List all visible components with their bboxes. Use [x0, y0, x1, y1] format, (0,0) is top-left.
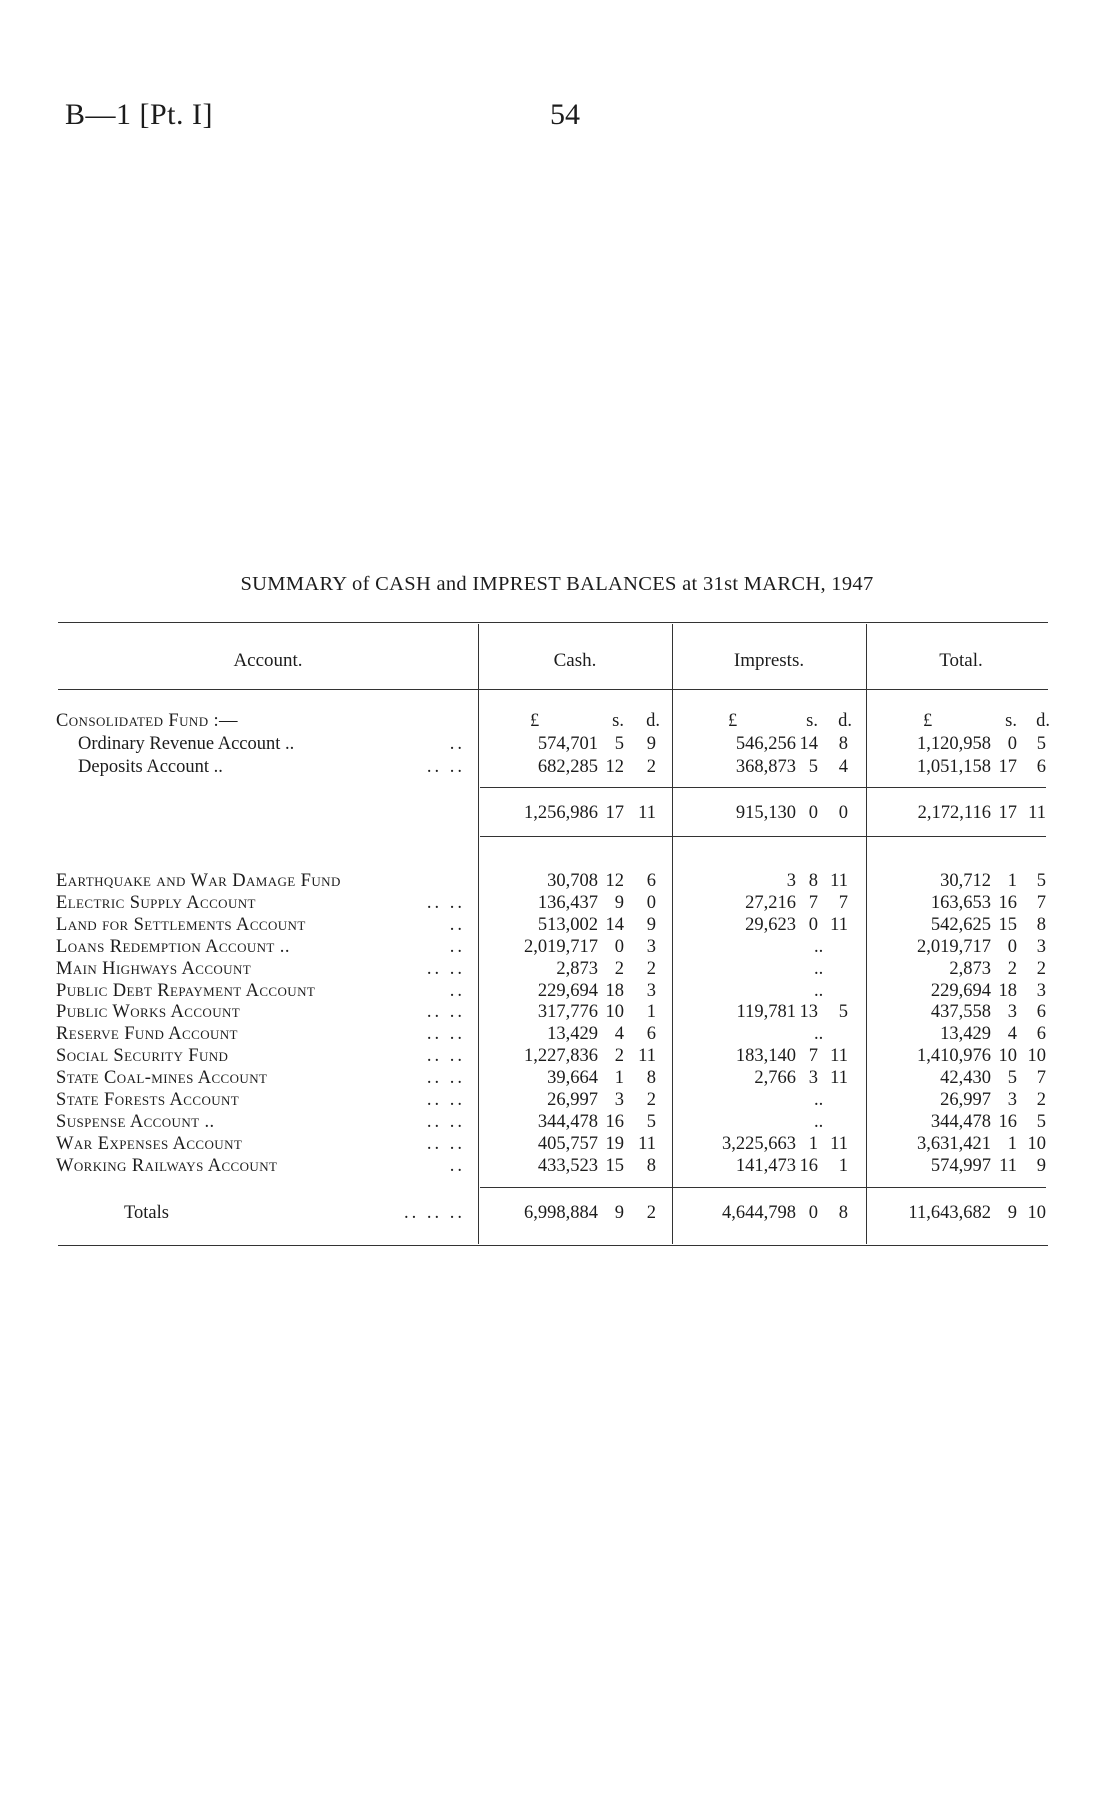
account-row-imprests-shillings: 7 — [808, 1046, 818, 1067]
consolidated-subtotal-total-shillings: 17 — [998, 803, 1017, 823]
consolidated-row-total-shillings: 17 — [998, 757, 1017, 777]
account-row-total-pounds: 542,625 — [930, 914, 991, 935]
leader-dots: .. — [449, 936, 465, 957]
account-row-total-shillings: 18 — [998, 980, 1017, 1001]
cash-shillings-symbol: s. — [612, 711, 624, 731]
account-row-cash-shillings: 4 — [614, 1024, 624, 1045]
page-number: 54 — [550, 98, 580, 131]
total-pound-symbol: £ — [923, 711, 933, 731]
consolidated-subtotal-cash-pounds: 1,256,986 — [524, 803, 598, 823]
account-row-total-shillings: 1 — [1007, 1133, 1017, 1154]
account-row-cash-shillings: 3 — [614, 1090, 624, 1110]
consolidated-row-imprests-pence: 4 — [838, 757, 848, 777]
account-row-total-pounds: 437,558 — [930, 1002, 991, 1023]
consolidated-subtotal-cash-pence: 11 — [638, 803, 656, 823]
column-divider — [672, 624, 673, 1244]
account-row-label: Social Security Fund — [56, 1046, 229, 1067]
account-row-total-shillings: 11 — [999, 1155, 1017, 1176]
account-row-total-shillings: 3 — [1007, 1002, 1017, 1023]
account-row-total-pence: 10 — [1027, 1133, 1046, 1154]
leader-dots: .. — [449, 734, 465, 754]
account-row-cash-pounds: 433,523 — [537, 1155, 598, 1176]
account-row-cash-pence: 6 — [646, 871, 656, 891]
account-row-cash-pence: 6 — [646, 1024, 656, 1045]
leader-dots: .. — [449, 1155, 465, 1176]
account-row-total-pence: 9 — [1036, 1155, 1046, 1176]
consolidated-subtotal-cash-shillings: 17 — [605, 803, 624, 823]
leader-dots: .. .. — [426, 1111, 465, 1132]
total-shillings-symbol: s. — [1005, 711, 1017, 731]
account-row-cash-pounds: 2,873 — [556, 958, 598, 979]
consolidated-row-cash-pounds: 682,285 — [537, 757, 598, 777]
column-divider — [478, 624, 479, 1244]
account-row-label: Reserve Fund Account — [56, 1024, 238, 1045]
totals-label: Totals — [124, 1203, 169, 1223]
account-row-cash-shillings: 18 — [605, 980, 624, 1001]
account-row-imprests-pence: 11 — [830, 871, 848, 891]
account-row-imprests-pounds: 141,473 — [735, 1155, 796, 1176]
account-row-cash-pence: 3 — [646, 980, 656, 1001]
consolidated-subtotal-imprests-pounds: 915,130 — [735, 803, 796, 823]
account-row-total-pounds: 3,631,421 — [917, 1133, 991, 1154]
account-row-total-pence: 8 — [1036, 914, 1046, 935]
leader-dots: .. — [449, 980, 465, 1001]
account-row-imprests-pence: 11 — [830, 1068, 848, 1089]
account-row-total-shillings: 0 — [1007, 936, 1017, 957]
account-row-total-shillings: 10 — [998, 1046, 1017, 1067]
consolidated-row-imprests-pence: 8 — [838, 734, 848, 754]
account-row-label: War Expenses Account — [56, 1133, 243, 1154]
account-row-total-pence: 10 — [1027, 1046, 1046, 1067]
account-row-cash-shillings: 16 — [605, 1111, 624, 1132]
account-row-imprests-pounds: 183,140 — [735, 1046, 796, 1067]
account-row-total-pence: 6 — [1036, 1002, 1046, 1023]
account-row-total-shillings: 4 — [1007, 1024, 1017, 1045]
account-row-imprests-empty: .. — [814, 980, 824, 1001]
cash-pence-symbol: d. — [646, 711, 660, 731]
account-row-imprests-pounds: 3,225,663 — [722, 1133, 796, 1154]
totals-cash-pence: 2 — [646, 1203, 656, 1223]
account-row-total-pounds: 2,873 — [949, 958, 991, 979]
leader-dots: .. .. — [426, 958, 465, 979]
account-row-total-pence: 2 — [1036, 958, 1046, 979]
account-row-cash-shillings: 10 — [605, 1002, 624, 1023]
account-row-imprests-pence: 7 — [838, 892, 848, 913]
account-row-total-pence: 3 — [1036, 936, 1046, 957]
account-row-imprests-shillings: 8 — [808, 871, 818, 891]
consolidated-row-cash-pence: 9 — [646, 734, 656, 754]
account-row-cash-pounds: 344,478 — [537, 1111, 598, 1132]
account-row-total-pounds: 574,997 — [930, 1155, 991, 1176]
account-row-label: Working Railways Account — [56, 1155, 278, 1176]
account-row-cash-pence: 11 — [638, 1046, 656, 1067]
leader-dots: .. .. — [426, 1046, 465, 1067]
consolidated-subtotal-imprests-pence: 0 — [838, 803, 848, 823]
imprests-pence-symbol: d. — [838, 711, 852, 731]
account-row-imprests-shillings: 0 — [808, 914, 818, 935]
account-row-total-pounds: 163,653 — [930, 892, 991, 913]
account-row-total-shillings: 5 — [1007, 1068, 1017, 1089]
consolidated-subtotal-total-pence: 11 — [1028, 803, 1046, 823]
account-row-label: Electric Supply Account — [56, 892, 256, 913]
account-row-total-pounds: 42,430 — [940, 1068, 991, 1089]
consolidated-subtotal-total-pounds: 2,172,116 — [917, 803, 991, 823]
account-row-total-pounds: 30,712 — [940, 871, 991, 891]
leader-dots: .. .. — [426, 1133, 465, 1154]
top-rule — [58, 622, 1048, 623]
totals-imprests-shillings: 0 — [808, 1203, 818, 1223]
account-row-cash-shillings: 12 — [605, 871, 624, 891]
account-row-cash-pence: 9 — [646, 914, 656, 935]
cash-pound-symbol: £ — [530, 711, 540, 731]
account-row-total-shillings: 2 — [1007, 958, 1017, 979]
account-row-label: Earthquake and War Damage Fund — [56, 871, 341, 891]
totals-total-pence: 10 — [1027, 1203, 1046, 1223]
account-row-imprests-shillings: 16 — [799, 1155, 818, 1176]
consolidated-row-imprests-shillings: 14 — [799, 734, 818, 754]
consolidated-row-label: Deposits Account .. — [78, 757, 223, 777]
consolidated-row-total-pounds: 1,120,958 — [917, 734, 991, 754]
account-row-cash-shillings: 2 — [614, 958, 624, 979]
account-row-cash-pounds: 229,694 — [537, 980, 598, 1001]
account-row-total-pounds: 1,410,976 — [917, 1046, 991, 1067]
account-row-cash-shillings: 9 — [614, 892, 624, 913]
account-row-imprests-empty: .. — [814, 1111, 824, 1132]
account-row-imprests-empty: .. — [814, 1024, 824, 1045]
account-row-imprests-pence: 1 — [838, 1155, 848, 1176]
consolidated-row-total-pence: 5 — [1036, 734, 1046, 754]
header-reference: B—1 [Pt. I] — [65, 98, 213, 131]
table-title: SUMMARY of CASH and IMPREST BALANCES at 31st MARCH, 1947 — [240, 573, 874, 595]
account-row-total-shillings: 3 — [1007, 1090, 1017, 1110]
account-row-imprests-empty: .. — [814, 958, 824, 979]
account-row-cash-shillings: 1 — [614, 1068, 624, 1089]
bottom-rule — [58, 1245, 1048, 1246]
account-row-imprests-pounds: 2,766 — [754, 1068, 796, 1089]
account-row-cash-pence: 2 — [646, 1090, 656, 1110]
account-row-imprests-empty: .. — [814, 1090, 824, 1110]
account-row-imprests-pence: 11 — [830, 1133, 848, 1154]
account-row-cash-shillings: 15 — [605, 1155, 624, 1176]
leader-dots: .. .. — [426, 892, 465, 913]
account-row-label: State Coal-mines Account — [56, 1068, 268, 1089]
account-row-imprests-shillings: 7 — [808, 892, 818, 913]
consolidated-fund-heading: Consolidated Fund :— — [56, 711, 238, 731]
account-row-label: State Forests Account — [56, 1090, 240, 1110]
account-row-imprests-pounds: 27,216 — [745, 892, 796, 913]
account-row-cash-shillings: 14 — [605, 914, 624, 935]
account-row-cash-shillings: 2 — [614, 1046, 624, 1067]
account-row-cash-pence: 3 — [646, 936, 656, 957]
account-row-total-pence: 3 — [1036, 980, 1046, 1001]
account-row-total-pounds: 2,019,717 — [917, 936, 991, 957]
account-row-total-shillings: 16 — [998, 892, 1017, 913]
account-row-cash-pounds: 39,664 — [547, 1068, 598, 1089]
column-divider — [866, 624, 867, 1244]
account-row-cash-pounds: 317,776 — [537, 1002, 598, 1023]
account-row-imprests-shillings: 13 — [799, 1002, 818, 1023]
account-row-total-pence: 2 — [1036, 1090, 1046, 1110]
consolidated-row-label: Ordinary Revenue Account .. — [78, 734, 295, 754]
consolidated-row-cash-shillings: 12 — [605, 757, 624, 777]
consolidated-row-cash-pence: 2 — [646, 757, 656, 777]
totals-cash-shillings: 9 — [614, 1203, 624, 1223]
column-header-imprests: Imprests. — [733, 650, 805, 671]
account-row-label: Loans Redemption Account .. — [56, 936, 290, 957]
account-row-cash-pounds: 26,997 — [547, 1090, 598, 1110]
account-row-imprests-shillings: 1 — [808, 1133, 818, 1154]
account-row-cash-pounds: 30,708 — [547, 871, 598, 891]
account-row-cash-pounds: 1,227,836 — [524, 1046, 598, 1067]
account-row-imprests-shillings: 3 — [808, 1068, 818, 1089]
leader-dots: .. .. .. — [404, 1203, 465, 1223]
account-row-imprests-pounds: 3 — [786, 871, 796, 891]
total-pence-symbol: d. — [1036, 711, 1050, 731]
account-row-total-pence: 6 — [1036, 1024, 1046, 1045]
leader-dots: .. — [449, 914, 465, 935]
account-row-total-pounds: 13,429 — [940, 1024, 991, 1045]
account-row-imprests-pence: 11 — [830, 1046, 848, 1067]
consolidated-row-imprests-pounds: 368,873 — [735, 757, 796, 777]
totals-cash-pounds: 6,998,884 — [524, 1203, 598, 1223]
account-row-imprests-pounds: 119,781 — [736, 1002, 796, 1023]
leader-dots: .. .. — [426, 1024, 465, 1045]
leader-dots: .. .. — [426, 1002, 465, 1023]
consolidated-row-cash-shillings: 5 — [614, 734, 624, 754]
account-row-cash-shillings: 19 — [605, 1133, 624, 1154]
consolidated-row-imprests-shillings: 5 — [808, 757, 818, 777]
account-row-imprests-empty: .. — [814, 936, 824, 957]
subtotal-rule — [480, 836, 1046, 837]
totals-rule — [480, 1187, 1046, 1188]
account-row-total-shillings: 16 — [998, 1111, 1017, 1132]
account-row-cash-pence: 8 — [646, 1068, 656, 1089]
account-row-cash-pounds: 513,002 — [537, 914, 598, 935]
account-row-total-pence: 5 — [1036, 871, 1046, 891]
leader-dots: .. .. — [426, 1068, 465, 1089]
account-row-label: Suspense Account .. — [56, 1111, 215, 1132]
header-rule — [58, 689, 1048, 690]
account-row-label: Public Works Account — [56, 1002, 241, 1023]
account-row-cash-pence: 5 — [646, 1111, 656, 1132]
consolidated-row-imprests-pounds: 546,256 — [735, 734, 796, 754]
totals-imprests-pence: 8 — [838, 1203, 848, 1223]
account-row-total-shillings: 15 — [998, 914, 1017, 935]
account-row-imprests-pence: 5 — [838, 1002, 848, 1023]
account-row-cash-pence: 0 — [646, 892, 656, 913]
account-row-cash-shillings: 0 — [614, 936, 624, 957]
account-row-cash-pounds: 13,429 — [547, 1024, 598, 1045]
account-row-imprests-pence: 11 — [830, 914, 848, 935]
account-row-total-pence: 7 — [1036, 1068, 1046, 1089]
consolidated-row-total-pence: 6 — [1036, 757, 1046, 777]
totals-total-shillings: 9 — [1007, 1203, 1017, 1223]
imprests-shillings-symbol: s. — [806, 711, 818, 731]
column-header-cash: Cash. — [553, 650, 597, 671]
account-row-total-pence: 5 — [1036, 1111, 1046, 1132]
account-row-cash-pence: 11 — [638, 1133, 656, 1154]
account-row-cash-pence: 8 — [646, 1155, 656, 1176]
account-row-total-pence: 7 — [1036, 892, 1046, 913]
account-row-cash-pence: 1 — [646, 1002, 656, 1023]
account-row-imprests-pounds: 29,623 — [745, 914, 796, 935]
account-row-total-pounds: 26,997 — [940, 1090, 991, 1110]
consolidated-row-total-shillings: 0 — [1007, 734, 1017, 754]
consolidated-subtotal-imprests-shillings: 0 — [808, 803, 818, 823]
column-header-total: Total. — [939, 650, 983, 671]
account-row-total-shillings: 1 — [1007, 871, 1017, 891]
consolidated-row-cash-pounds: 574,701 — [537, 734, 598, 754]
leader-dots: .. .. — [426, 1090, 465, 1110]
subtotal-rule — [480, 787, 1046, 788]
leader-dots: .. .. — [426, 757, 465, 777]
account-row-cash-pounds: 136,437 — [537, 892, 598, 913]
account-row-label: Public Debt Repayment Account — [56, 980, 316, 1001]
account-row-total-pounds: 344,478 — [930, 1111, 991, 1132]
account-row-cash-pounds: 2,019,717 — [524, 936, 598, 957]
consolidated-row-total-pounds: 1,051,158 — [917, 757, 991, 777]
imprests-pound-symbol: £ — [728, 711, 738, 731]
totals-total-pounds: 11,643,682 — [908, 1203, 991, 1223]
account-row-label: Land for Settlements Account — [56, 914, 306, 935]
account-row-cash-pence: 2 — [646, 958, 656, 979]
column-header-account: Account. — [233, 650, 303, 671]
account-row-total-pounds: 229,694 — [930, 980, 991, 1001]
account-row-cash-pounds: 405,757 — [537, 1133, 598, 1154]
totals-imprests-pounds: 4,644,798 — [722, 1203, 796, 1223]
account-row-label: Main Highways Account — [56, 958, 252, 979]
